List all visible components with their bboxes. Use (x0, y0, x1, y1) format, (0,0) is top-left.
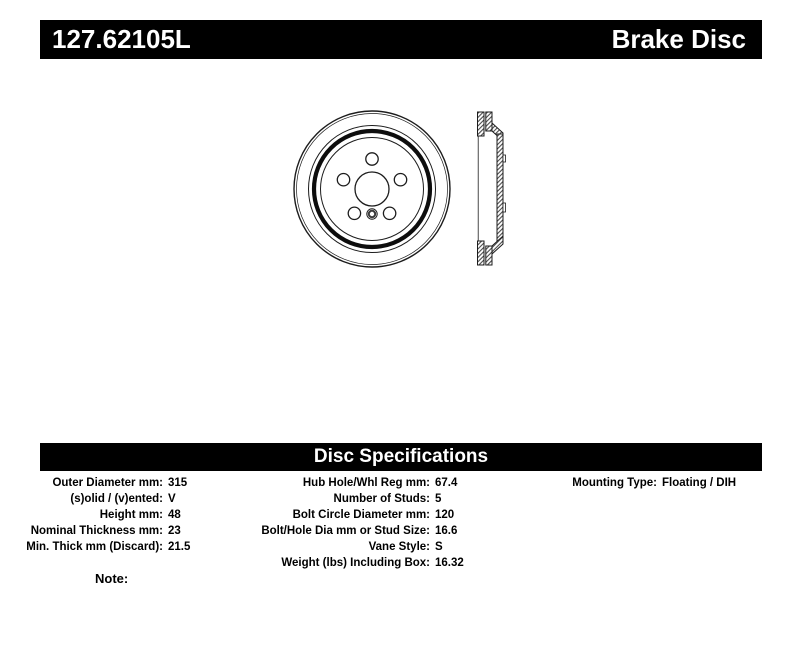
spec-row (20, 491, 190, 507)
spec-label: Outer Diameter mm: (52, 477, 163, 489)
spec-column-right (545, 475, 736, 491)
top-inboard-plate (486, 112, 492, 131)
spec-label: (s)olid / (v)ented: (70, 493, 163, 505)
spec-label: Min. Thick mm (Discard): (26, 541, 163, 553)
stud-hole (394, 174, 406, 186)
spec-label: Mounting Type: (572, 477, 657, 489)
spec-value: 120 (435, 509, 455, 521)
hat-wall-notch (503, 155, 506, 162)
spec-label: Hub Hole/Whl Reg mm: (302, 477, 430, 489)
hat-edge-ring (314, 131, 430, 247)
stud-hole (337, 174, 349, 186)
brake-disc-drawing (278, 93, 518, 278)
spec-row (255, 491, 464, 507)
spec-label: Bolt/Hole Dia mm or Stud Size: (261, 525, 430, 537)
spec-label: Nominal Thickness mm: (30, 525, 163, 537)
spec-row (255, 523, 464, 539)
hat-wall (497, 134, 503, 243)
top-outboard-plate (478, 112, 485, 136)
spec-row (20, 507, 190, 523)
spec-value: 5 (435, 493, 442, 505)
side-view (478, 112, 506, 265)
spec-value: 23 (168, 525, 181, 537)
part-number: 127.62105L (52, 24, 191, 54)
spec-section-bar (40, 443, 762, 471)
outer-diameter-circle (294, 111, 450, 267)
bottom-outboard-plate (478, 241, 485, 265)
spec-row (255, 507, 464, 523)
spec-label: Number of Studs: (333, 493, 430, 505)
bottom-inboard-plate (486, 246, 492, 265)
spec-value: 16.6 (435, 525, 458, 537)
set-screw-hole-inner (369, 211, 375, 217)
spec-row (20, 539, 190, 555)
spec-label: Height mm: (99, 509, 163, 521)
spec-row (255, 475, 464, 491)
spec-row (545, 475, 736, 491)
friction-band-circle (309, 126, 436, 253)
note-label: Note: (95, 571, 129, 586)
spec-value: 21.5 (168, 541, 191, 553)
spec-row (255, 555, 464, 571)
spec-row (20, 475, 190, 491)
stud-hole (348, 207, 360, 219)
hub-center-hole (355, 172, 389, 206)
spec-value: 48 (168, 509, 181, 521)
spec-value: 16.32 (435, 557, 464, 569)
spec-label: Weight (lbs) Including Box: (281, 557, 430, 569)
spec-value: Floating / DIH (662, 477, 737, 489)
spec-value: V (168, 493, 176, 505)
outer-rim-inner-circle (297, 114, 448, 265)
spec-column-middle (255, 475, 464, 571)
spec-column-left (20, 475, 190, 555)
spec-value: 315 (168, 477, 188, 489)
spec-label: Vane Style: (368, 541, 430, 553)
spec-section-title: Disc Specifications (313, 446, 489, 467)
spec-row (255, 539, 464, 555)
stud-hole (366, 153, 378, 165)
spec-label: Bolt Circle Diameter mm: (292, 509, 430, 521)
product-type-title: Brake Disc (611, 24, 746, 54)
stud-hole (383, 207, 395, 219)
hat-wall-notch (503, 203, 506, 212)
spec-value: S (435, 541, 443, 553)
front-view (294, 111, 450, 267)
spec-row (20, 523, 190, 539)
header-bar (40, 20, 762, 59)
spec-value: 67.4 (435, 477, 458, 489)
